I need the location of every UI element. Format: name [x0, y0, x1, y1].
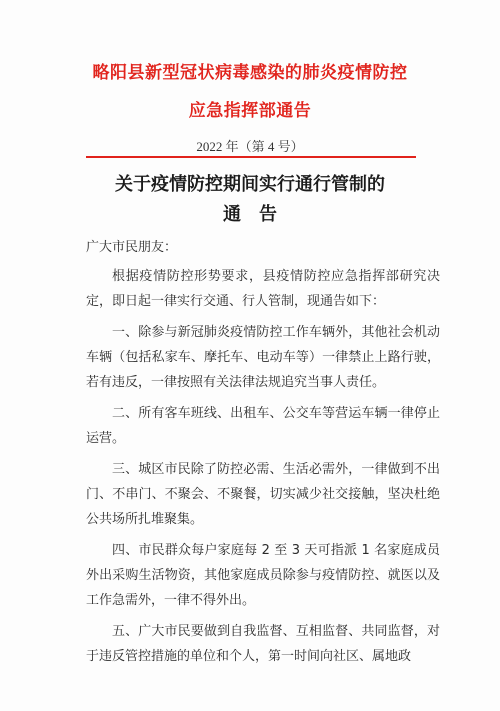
- notice-body: [86, 235, 440, 675]
- paragraph-intro: 根据疫情防控形势要求，县疫情防控应急指挥部研究决定，即日起一律实行交通、行人管制，现通告如下：: [86, 269, 440, 309]
- issuer-name-line2: 应急指挥部通告: [188, 101, 312, 121]
- notice-title-line1: 关于疫情防控期间实行通行管制的: [115, 174, 385, 195]
- notice-title-line2: 通告: [223, 204, 295, 225]
- paragraph-item-2: 二、所有客车班线、出租车、公交车等营运车辆一律停止运营。: [86, 406, 440, 446]
- red-divider-line: [86, 156, 416, 158]
- issuer-name-line1: 略阳县新型冠状病毒感染的肺炎疫情防控: [92, 63, 408, 83]
- paragraph-item-3: 三、城区市民除了防控必需、生活必需外，一律做到不出门、不串门、不聚会、不聚餐，切实减少社交接触，坚决杜绝公共场所扎堆聚集。: [86, 462, 440, 527]
- paragraph-item-4: 四、市民群众每户家庭每 2 至 3 天可指派 1 名家庭成员外出采购生活物资，其他家庭成员除参与疫情防控、就医以及工作急需外，一律不得外出。: [86, 543, 440, 608]
- document-number: 2022 年（第 4 号）: [196, 139, 304, 154]
- paragraph-item-5: 五、广大市民要做到自我监督、互相监督、共同监督，对于违反管控措施的单位和个人，第一时间向社区、属地政: [86, 624, 440, 664]
- paragraph-item-1: 一、除参与新冠肺炎疫情防控工作车辆外，其他社会机动车辆（包括私家车、摩托车、电动车等）一律禁止上路行驶，若有违反，一律按照有关法律法规追究当事人责任。: [86, 325, 440, 390]
- salutation: 广大市民朋友：: [86, 240, 178, 255]
